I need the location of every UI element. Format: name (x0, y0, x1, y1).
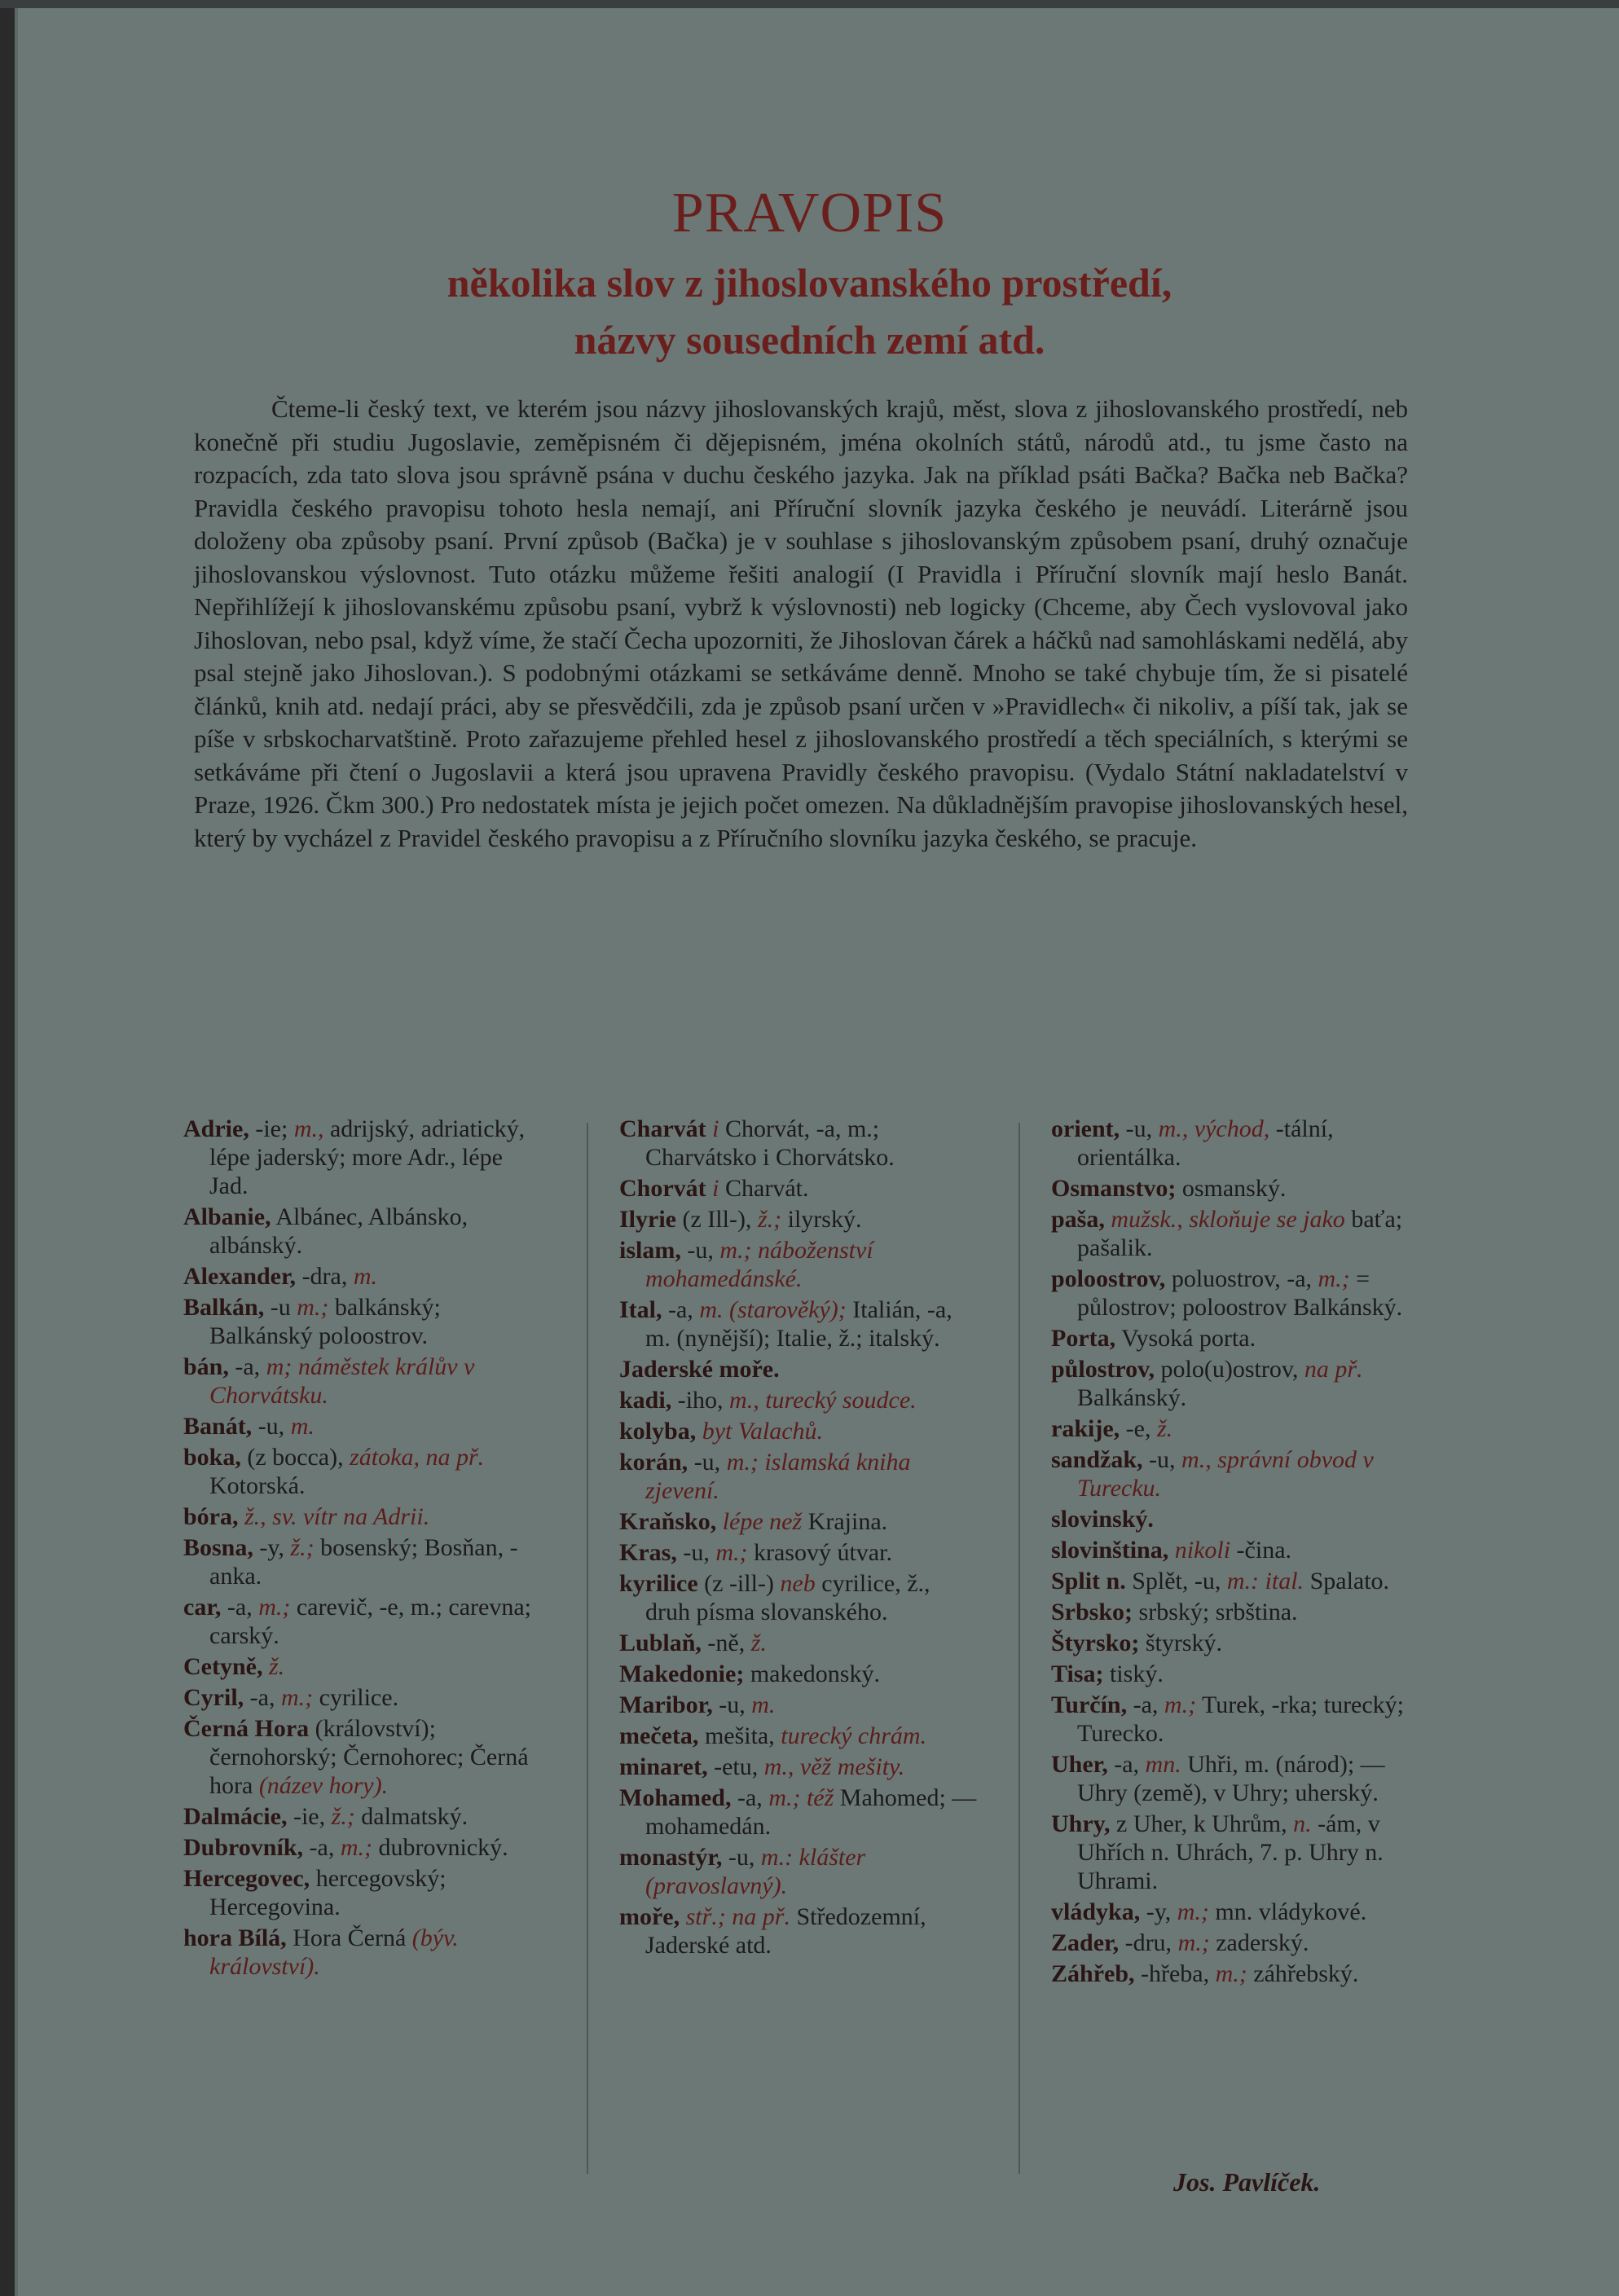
entry-headword: Cyril, (183, 1684, 244, 1711)
glossary-entry (183, 1533, 542, 1590)
entry-gloss: m.; (1215, 1960, 1247, 1987)
entry-gloss: m.; (1164, 1691, 1197, 1718)
entry-headword: rakije, (1051, 1415, 1120, 1442)
entry-headword: Srbsko; (1051, 1599, 1133, 1625)
glossary-entry (1051, 1929, 1414, 1957)
entry-gloss: m.; (1177, 1929, 1210, 1956)
page-title: PRAVOPIS (671, 182, 948, 244)
entry-headword: islam, (619, 1237, 681, 1264)
glossary-entry (619, 1843, 978, 1900)
entry-headword: car, (183, 1594, 222, 1621)
glossary-entry (183, 1864, 542, 1921)
entry-rest: dalmatský. (354, 1803, 469, 1830)
entry-rest: -tální, orientálka. (1077, 1115, 1334, 1171)
entry-rest: cyrilice. (313, 1684, 399, 1711)
glossary-entry (1051, 1174, 1414, 1203)
entry-headword: Osmanstvo; (1051, 1175, 1177, 1202)
entry-gloss: stř.; na př. (685, 1903, 790, 1930)
entry-grammar: (království); černohorský; Černohorec; Černá hora (209, 1715, 529, 1799)
entry-grammar: makedonský. (744, 1660, 880, 1687)
glossary-entry (619, 1538, 978, 1567)
entry-grammar: mešita, (698, 1722, 781, 1749)
entry-grammar: Vysoká porta. (1115, 1325, 1256, 1352)
entry-headword: vládyka, (1051, 1898, 1141, 1925)
column-divider (587, 1123, 588, 2174)
glossary-entry (619, 1205, 978, 1234)
entry-grammar: -a, (662, 1296, 700, 1323)
entry-gloss: ž.; (757, 1206, 782, 1233)
entry-rest: Balkánský. (1077, 1384, 1187, 1411)
entry-gloss: n. (1293, 1810, 1312, 1837)
glossary-column-3 (1051, 1115, 1414, 1990)
entry-grammar: -u, (1120, 1115, 1159, 1142)
entry-headword: orient, (1051, 1115, 1120, 1142)
entry-headword: Štyrsko; (1051, 1630, 1140, 1656)
glossary-entry (619, 1660, 978, 1688)
entry-rest: Charvát. (719, 1175, 809, 1202)
glossary-entry (619, 1236, 978, 1293)
entry-grammar: -a, (1107, 1751, 1146, 1778)
entry-headword: poloostrov, (1051, 1265, 1166, 1292)
entry-gloss: m., turecký soudce. (729, 1387, 917, 1414)
entry-headword: Uhry, (1051, 1810, 1111, 1837)
glossary-entry (183, 1262, 542, 1291)
glossary-entry (619, 1448, 978, 1505)
glossary-entry (619, 1386, 978, 1414)
glossary-entry (183, 1683, 542, 1712)
entry-grammar: -hřeba, (1134, 1960, 1216, 1987)
entry-headword: Alexander, (183, 1263, 297, 1290)
entry-grammar (680, 1903, 686, 1930)
entry-gloss: m.; (280, 1684, 314, 1711)
entry-rest: balkánský; Balkánský poloostrov. (209, 1294, 441, 1349)
glossary-entry (1051, 1898, 1414, 1926)
entry-headword: Ital, (619, 1296, 662, 1323)
entry-rest: dubrovnický. (372, 1834, 508, 1861)
entry-grammar: -iho, (671, 1387, 730, 1414)
glossary-entry (1051, 1567, 1414, 1595)
entry-grammar (262, 1653, 269, 1680)
entry-gloss: m. (751, 1691, 776, 1718)
entry-rest: adrijský, adriatický, lépe jaderský; more Adr., lépe Jad. (209, 1115, 526, 1199)
subtitle-line-1: několika slov z jihoslovanského prostředí, (447, 260, 1172, 306)
entry-headword: Makedonie; (619, 1660, 745, 1687)
entry-gloss: (název hory). (258, 1772, 389, 1799)
glossary-entry (183, 1412, 542, 1440)
entry-grammar: z Uher, k Uhrům, (1110, 1810, 1294, 1837)
entry-headword: monastýr, (619, 1844, 723, 1871)
entry-grammar: -e, (1120, 1415, 1157, 1442)
glossary-entry (619, 1722, 978, 1750)
entry-gloss: nikoli (1174, 1537, 1231, 1564)
entry-headword: Banát, (183, 1413, 253, 1440)
entry-headword: Turčín, (1051, 1691, 1128, 1718)
entry-grammar: -ie, (287, 1803, 332, 1830)
entry-headword: Jaderské moře. (619, 1356, 780, 1383)
entry-headword: Charvát (619, 1115, 706, 1142)
entry-headword: Dalmácie, (183, 1803, 288, 1830)
entry-grammar: -u, (1142, 1446, 1182, 1473)
entry-headword: slovinský. (1051, 1506, 1154, 1533)
entry-grammar: osmanský. (1176, 1175, 1287, 1202)
entry-grammar: -a, (228, 1353, 266, 1380)
glossary-column-2 (619, 1115, 978, 1962)
entry-headword: Balkán, (183, 1294, 265, 1321)
glossary-entry (619, 1355, 978, 1383)
glossary-entry (183, 1203, 542, 1260)
glossary-entry (619, 1507, 978, 1536)
entry-grammar: -a, (244, 1684, 281, 1711)
entry-headword: Dubrovník, (183, 1834, 304, 1861)
glossary-entry (1051, 1536, 1414, 1564)
entry-headword: Lublaň, (619, 1630, 702, 1656)
entry-gloss: m., věž mešity. (763, 1753, 905, 1780)
entry-gloss: neb (780, 1570, 816, 1597)
entry-grammar: tiský. (1103, 1660, 1164, 1687)
glossary-entry (183, 1502, 542, 1531)
entry-headword: mečeta, (619, 1722, 699, 1749)
glossary-entry (183, 1833, 542, 1862)
entry-headword: Ilyrie (619, 1206, 676, 1233)
glossary-entry (183, 1593, 542, 1650)
glossary-entry (183, 1924, 542, 1981)
glossary-entry (1051, 1598, 1414, 1626)
entry-grammar: (z Ill-), (675, 1206, 758, 1233)
entry-headword: slovinština, (1051, 1537, 1169, 1564)
entry-grammar: Albánec, Albánsko, albánský. (209, 1203, 469, 1259)
entry-headword: minaret, (619, 1753, 708, 1780)
entry-rest: Kotorská. (209, 1472, 306, 1499)
glossary-entry (183, 1714, 542, 1800)
glossary-entry (183, 1353, 542, 1410)
entry-gloss: m.; (258, 1594, 291, 1621)
entry-grammar: -u, (252, 1413, 291, 1440)
entry-gloss: ž.; (290, 1534, 315, 1561)
entry-grammar: hercegovský; Hercegovina. (209, 1865, 447, 1920)
entry-gloss: lépe než (722, 1508, 803, 1535)
entry-gloss: m.: ital. (1226, 1568, 1304, 1594)
entry-gloss: m; náměstek králův v Chorvátsku. (209, 1353, 475, 1409)
entry-rest: krasový útvar. (747, 1539, 892, 1566)
entry-gloss: m., východ, (1158, 1115, 1270, 1142)
entry-headword: Kras, (619, 1539, 677, 1566)
glossary-columns (183, 1115, 1414, 2206)
entry-rest: Spalato. (1304, 1568, 1390, 1594)
entry-gloss: zátoka, na př. (350, 1444, 485, 1471)
entry-grammar: -y, (253, 1534, 291, 1561)
glossary-entry (619, 1753, 978, 1781)
entry-gloss: ž. (1156, 1415, 1173, 1442)
glossary-entry (619, 1295, 978, 1353)
entry-gloss: m.; (715, 1539, 748, 1566)
entry-headword: Hercegovec, (183, 1865, 310, 1892)
entry-rest: Mahomed; — mohamedán. (645, 1784, 977, 1840)
entry-grammar: -y, (1140, 1898, 1177, 1925)
entry-rest: Uhři, m. (národ); — Uhry (země), v Uhry; uherský. (1077, 1751, 1385, 1806)
glossary-entry (1051, 1414, 1414, 1443)
entry-gloss: i (712, 1115, 719, 1142)
entry-headword: Kraňsko, (619, 1508, 717, 1535)
entry-rest: = půlostrov; poloostrov Balkánský. (1077, 1265, 1403, 1321)
entry-grammar: poluostrov, -a, (1165, 1265, 1318, 1292)
glossary-entry (619, 1629, 978, 1657)
entry-headword: Chorvát (619, 1175, 706, 1202)
entry-headword: Albanie, (183, 1203, 271, 1230)
entry-headword: paša, (1051, 1206, 1105, 1233)
entry-gloss: m.; (340, 1834, 372, 1861)
glossary-entry (619, 1417, 978, 1445)
entry-headword: bán, (183, 1353, 229, 1380)
glossary-entry (1051, 1750, 1414, 1807)
entry-grammar: -u, (712, 1691, 752, 1718)
entry-gloss: ž.; (331, 1803, 355, 1830)
glossary-entry (1051, 1324, 1414, 1353)
glossary-entry (183, 1293, 542, 1350)
entry-rest: Chorvát, -a, m.; Charvátsko i Chorvátsko. (645, 1115, 895, 1171)
entry-grammar: -a, (221, 1594, 259, 1621)
entry-headword: Uher, (1051, 1751, 1108, 1778)
column-divider (1018, 1123, 1020, 2174)
entry-headword: Zader, (1051, 1929, 1120, 1956)
scan-edge-top (0, 0, 1619, 8)
entry-headword: kyrilice (619, 1570, 698, 1597)
entry-grammar (716, 1508, 723, 1535)
entry-gloss: m. (starověký); (699, 1296, 847, 1323)
entry-grammar: -etu, (707, 1753, 764, 1780)
glossary-entry (619, 1569, 978, 1626)
entry-headword: Maribor, (619, 1691, 713, 1718)
entry-grammar: -a, (303, 1834, 341, 1861)
entry-rest: záhřebský. (1247, 1960, 1359, 1987)
entry-grammar: -ie; (249, 1115, 294, 1142)
glossary-entry (183, 1802, 542, 1831)
entry-gloss: m.; (1318, 1265, 1350, 1292)
entry-rest: zaderský. (1209, 1929, 1309, 1956)
entry-gloss: m. (353, 1263, 378, 1290)
entry-grammar (1168, 1537, 1175, 1564)
entry-rest: baťa; pašalik. (1077, 1206, 1403, 1261)
entry-headword: Záhřeb, (1051, 1960, 1135, 1987)
entry-grammar (696, 1418, 702, 1445)
entry-headword: Adrie, (183, 1115, 249, 1142)
glossary-entry (619, 1784, 978, 1841)
entry-grammar: -u (264, 1294, 297, 1321)
entry-headword: Cetyně, (183, 1653, 263, 1680)
glossary-entry (183, 1115, 542, 1200)
entry-headword: boka, (183, 1444, 241, 1471)
entry-grammar (239, 1503, 245, 1530)
entry-headword: půlostrov, (1051, 1356, 1155, 1383)
entry-headword: Bosna, (183, 1534, 253, 1561)
entry-gloss: m.; (1177, 1898, 1209, 1925)
glossary-entry (619, 1902, 978, 1960)
entry-gloss: m. (290, 1413, 315, 1440)
entry-gloss: m., (293, 1115, 324, 1142)
entry-grammar: (z bocca), (240, 1444, 350, 1471)
entry-grammar: Hora Černá (286, 1924, 412, 1951)
entry-gloss: mn. (1145, 1751, 1181, 1778)
entry-grammar: štyrský. (1139, 1630, 1223, 1656)
entry-rest: bosenský; Bosňan, -anka. (209, 1534, 518, 1590)
glossary-entry (1051, 1265, 1414, 1322)
entry-grammar: Splět, -u, (1125, 1568, 1227, 1594)
entry-headword: kadi, (619, 1387, 672, 1414)
glossary-entry (183, 1443, 542, 1500)
entry-grammar: -dru, (1119, 1929, 1178, 1956)
entry-grammar: polo(u)ostrov, (1155, 1356, 1304, 1383)
entry-rest: ilyrský. (781, 1206, 862, 1233)
glossary-entry (1051, 1505, 1414, 1533)
entry-gloss: m.; náboženství mohamedánské. (645, 1237, 873, 1292)
entry-gloss: mužsk., skloňuje se jako (1111, 1206, 1345, 1233)
entry-rest: carevič, -e, m.; carevna; carský. (209, 1594, 532, 1649)
glossary-column-1 (183, 1115, 542, 1983)
glossary-entry (1051, 1629, 1414, 1657)
glossary-entry (1051, 1445, 1414, 1502)
glossary-entry (1051, 1115, 1414, 1172)
entry-gloss: turecký chrám. (781, 1722, 927, 1749)
entry-headword: hora Bílá, (183, 1924, 287, 1951)
glossary-entry (619, 1691, 978, 1719)
entry-headword: Tisa; (1051, 1660, 1104, 1687)
entry-gloss: na př. (1304, 1356, 1363, 1383)
entry-headword: sandžak, (1051, 1446, 1143, 1473)
entry-rest: mn. vládykové. (1208, 1898, 1367, 1925)
author-signature: Jos. Pavlíček. (1173, 2167, 1321, 2197)
glossary-entry (183, 1652, 542, 1681)
entry-rest: -čina. (1230, 1537, 1292, 1564)
intro-paragraph: Čteme-li český text, ve kterém jsou názvy jihoslovanských krajů, měst, slova z jihoslovanského prostředí, neb konečně při studiu Jugoslavie, zeměpisném či dějepisném, jména okolních států, národů atd., tu jsme často na rozpacích, zda tato slova jsou správně psána v duchu českého jazyka. Jak na příklad psáti Bačka? Bačka neb Bačka? Pravidla českého pravopisu tohoto hesla nemají, ani Příruční slovník jazyka českého je neuvádí. Literárně jsou doloženy oba způsoby psaní. První způsob (Bačka) je v souhlase s jihoslovanským způsobem psaní, druhý označuje jihoslovanskou výslovnost. Tuto otázku můžeme řešiti analogií (I Pravidla i Příruční slovník mají heslo Banát. Nepřihlížejí k jihoslovanskému způsobu psaní, vybrž k výslovnosti) neb logicky (Chceme, aby Čech vyslovoval jako Jihoslovan, nebo psal, když víme, že stačí Čecha upozorniti, že Jihoslovan čárek a háčků nad samohláskami nedělá, aby psal stejně jako Jihoslovan.). S podobnými otázkami se setkáváme denně. Mnoho se také chybuje tím, že si pisatelé článků, knih atd. nedají práci, aby se přesvědčili, zda je způsob psaní určen v »Pravidlech« či nikoliv, a píší tak, jak se píše v srbskocharvatštině. Proto zařazujeme přehled hesel z jihoslovanského prostředí a těch speciálních, s kterými se setkáváme při čtení o Jugoslavii a která jsou upravena Pravidly českého pravopisu. (Vydalo Státní nakladatelství v Praze, 1926. Čkm 300.) Pro nedostatek místa je jejich počet omezen. Na důkladnějším pravopise jihoslovanských hesel, který by vycházel z Pravidel českého pravopisu a z Příručního slovníku jazyka českého, se pracuje. (194, 394, 1408, 852)
entry-grammar: -a, (1127, 1691, 1164, 1718)
entry-rest: -ám, v Uhřích n. Uhrách, 7. p. Uhry n. Uhrami. (1077, 1810, 1384, 1894)
entry-grammar: -dra, (296, 1263, 354, 1290)
entry-gloss: ž. (268, 1653, 285, 1680)
entry-grammar: srbský; srbština. (1133, 1599, 1298, 1625)
entry-rest: Italián, -a, m. (nynější); Italie, ž.; italský. (645, 1296, 952, 1352)
entry-headword: Černá Hora (183, 1715, 310, 1742)
glossary-entry (1051, 1810, 1414, 1895)
entry-rest: cyrilice, ž., druh písma slovanského. (645, 1570, 930, 1625)
entry-rest: Středozemní, Jaderské atd. (645, 1903, 926, 1959)
entry-gloss: ž., sv. vítr na Adrii. (244, 1503, 430, 1530)
entry-grammar: (z -ill-) (697, 1570, 781, 1597)
entry-gloss: m.: klášter (pravoslavný). (645, 1844, 866, 1899)
entry-rest: Turek, -rka; turecký; Turecko. (1077, 1691, 1405, 1747)
entry-headword: Porta, (1051, 1325, 1116, 1352)
entry-headword: Split n. (1051, 1568, 1126, 1594)
entry-grammar: -u, (676, 1539, 716, 1566)
entry-headword: Mohamed, (619, 1784, 732, 1811)
entry-gloss: m.; též (768, 1784, 834, 1811)
entry-grammar: -ně, (701, 1630, 751, 1656)
glossary-entry (1051, 1960, 1414, 1988)
glossary-entry (1051, 1355, 1414, 1412)
entry-grammar: -u, (722, 1844, 761, 1871)
entry-gloss: m., správní obvod v Turecku. (1077, 1446, 1374, 1502)
subtitle-line-2: názvy sousedních zemí atd. (574, 317, 1045, 363)
glossary-entry (1051, 1660, 1414, 1688)
glossary-entry (619, 1115, 978, 1172)
entry-headword: moře, (619, 1903, 680, 1930)
entry-headword: bóra, (183, 1503, 239, 1530)
glossary-entry (619, 1174, 978, 1203)
entry-grammar: -u, (680, 1237, 720, 1264)
entry-gloss: byt Valachů. (702, 1418, 824, 1445)
entry-gloss: (býv. království). (209, 1924, 459, 1980)
entry-gloss: m.; (297, 1294, 329, 1321)
glossary-entry (1051, 1691, 1414, 1748)
glossary-entry (1051, 1205, 1414, 1262)
entry-rest: Krajina. (802, 1508, 888, 1535)
entry-gloss: ž. (750, 1630, 767, 1656)
entry-gloss: m.; islamská kniha zjevení. (645, 1449, 911, 1504)
entry-gloss: i (712, 1175, 719, 1202)
entry-grammar: -a, (731, 1784, 769, 1811)
entry-headword: kolyba, (619, 1418, 697, 1445)
entry-grammar: -u, (688, 1449, 727, 1476)
entry-headword: korán, (619, 1449, 689, 1476)
